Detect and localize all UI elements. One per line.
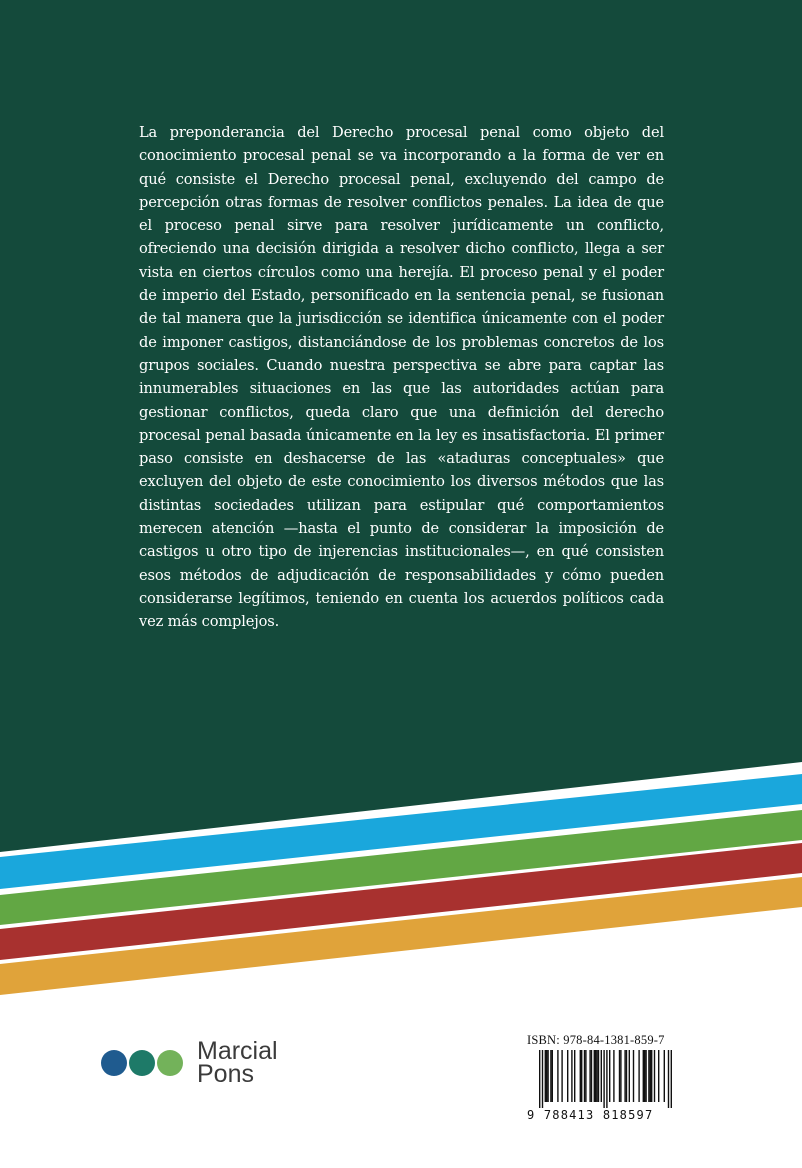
publisher-name-line1: Marcial	[197, 1037, 278, 1065]
barcode-bar	[539, 1050, 540, 1108]
barcode	[527, 1050, 675, 1110]
barcode-bar	[620, 1050, 621, 1102]
barcode-bar	[613, 1050, 614, 1102]
barcode-bar	[650, 1050, 651, 1102]
barcode-bar	[546, 1050, 547, 1102]
barcode-bar	[654, 1050, 655, 1102]
barcode-bar	[545, 1050, 546, 1102]
barcode-bar	[626, 1050, 627, 1102]
barcode-digits: 9 788413 818597	[527, 1108, 654, 1122]
barcode-bar	[580, 1050, 581, 1102]
barcode-bar	[557, 1050, 558, 1102]
barcode-bar	[594, 1050, 595, 1102]
barcode-bar	[648, 1050, 649, 1102]
barcode-bar	[624, 1050, 625, 1102]
barcode-bar	[598, 1050, 599, 1102]
logo-dot-green	[157, 1050, 183, 1076]
barcode-bar	[596, 1050, 597, 1102]
barcode-bar	[609, 1050, 610, 1102]
publisher-name-line2: Pons	[197, 1060, 254, 1088]
barcode-bar	[542, 1050, 543, 1108]
barcode-bar	[552, 1050, 553, 1102]
barcode-bar	[561, 1050, 562, 1102]
barcode-bar	[571, 1050, 572, 1102]
barcode-bar	[651, 1050, 652, 1102]
barcode-bar	[643, 1050, 644, 1102]
barcode-bar	[581, 1050, 582, 1102]
isbn-label: ISBN: 978-84-1381-859-7	[527, 1033, 665, 1047]
barcode-bar	[603, 1050, 604, 1108]
three-dots-logo-icon	[101, 1050, 185, 1076]
logo-dot-teal	[129, 1050, 155, 1076]
barcode-bar	[658, 1050, 659, 1102]
barcode-bar	[671, 1050, 672, 1108]
back-cover-blurb: La preponderancia del Derecho procesal penal como objeto del conocimiento procesal penal se va incorporando a la forma de ver en qué consiste el Derecho procesal penal, excluyendo del campo de percepción otras formas de resolver conflictos penales. La idea de que el proceso penal sirve para resolver jurídicamente un conflicto, ofreciendo una decisión dirigida a resolver dicho conflicto, llega a ser vista en ciertos círculos como una herejía. El proceso penal y el poder de imperio del Estado, personificado en la sentencia penal, se fusionan de tal manera que la jurisdicción se identifica únicamente con el poder de imponer castigos, distanciándose de los problemas concretos de los grupos sociales. Cuando nuestra perspectiva se abre para captar las innumerables situaciones en las que las autoridades actúan para gestionar conflictos, queda claro que una definición del derecho procesal penal basada únicamente en la ley es insatisfactoria. El primer paso consiste en deshacerse de las «ataduras conceptuales» que excluyen del objeto de este conocimiento los diversos métodos que las distintas sociedades utilizan para estipular qué comportamientos merecen atención —hasta el punto de considerar la imposición de castigos u otro tipo de injerencias institucionales—, en qué consisten esos métodos de adjudicación de responsabilidades y cómo pueden considerarse legítimos, teniendo en cuenta los acuerdos políticos cada vez más complejos.	[139, 124, 664, 631]
publisher-name	[197, 1037, 278, 1088]
barcode-bar	[645, 1050, 646, 1102]
barcode-bar	[585, 1050, 586, 1102]
barcode-bar	[547, 1050, 548, 1102]
barcode-bar	[629, 1050, 630, 1102]
barcode-bar	[664, 1050, 665, 1102]
barcode-bar	[574, 1050, 575, 1102]
barcode-bar	[633, 1050, 634, 1102]
isbn-block	[527, 1033, 675, 1122]
barcode-bar	[644, 1050, 645, 1102]
barcode-bar	[638, 1050, 639, 1102]
logo-dot-blue	[101, 1050, 127, 1076]
barcode-bar	[668, 1050, 669, 1108]
barcode-bar	[589, 1050, 590, 1102]
barcode-bar	[567, 1050, 568, 1102]
barcode-bar	[619, 1050, 620, 1102]
barcode-bar	[595, 1050, 596, 1102]
barcode-bar	[584, 1050, 585, 1102]
barcode-bar	[591, 1050, 592, 1102]
publisher-logo	[101, 1037, 278, 1088]
barcode-bar	[550, 1050, 551, 1102]
barcode-bar	[606, 1050, 607, 1108]
barcode-bar	[601, 1050, 602, 1102]
